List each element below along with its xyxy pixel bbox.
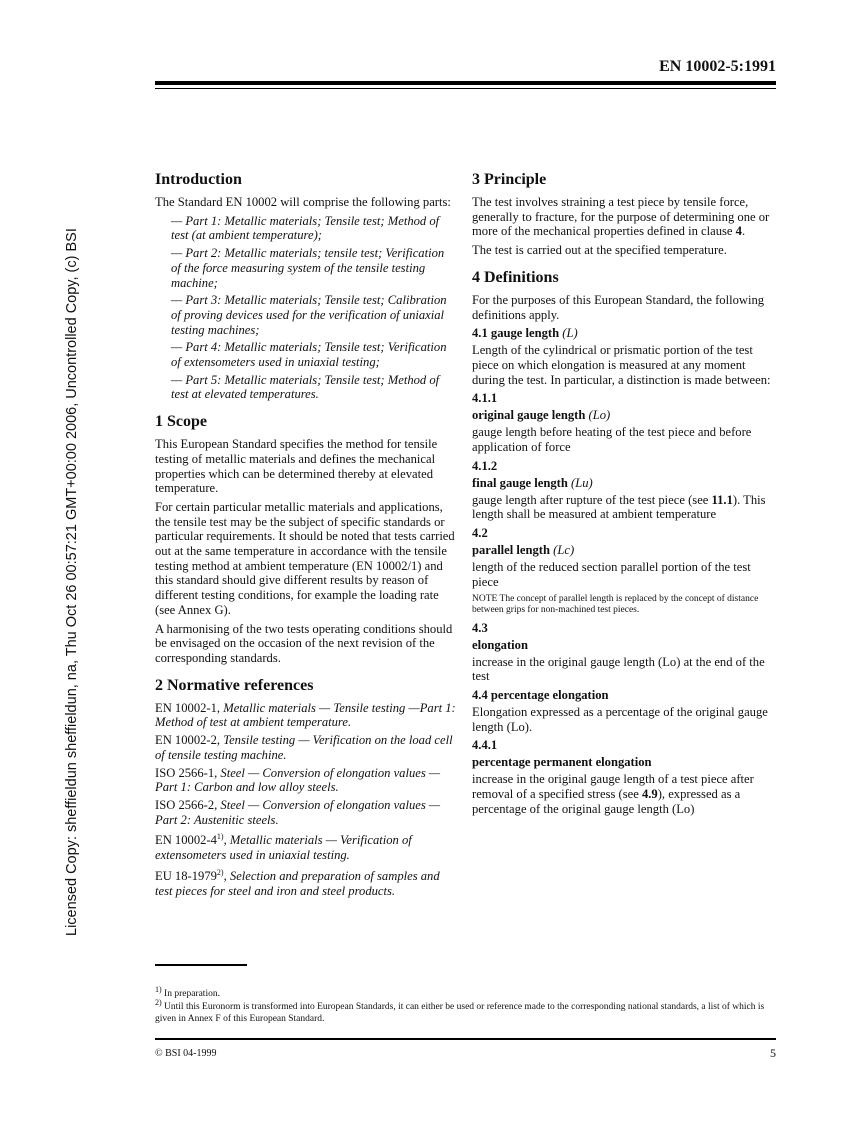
definition-4-4-1-heading: percentage permanent elongation (472, 755, 652, 770)
definition-text: Elongation expressed as a percentage of the original gauge length (Lo). (472, 704, 768, 734)
introduction-lead: The Standard EN 10002 will comprise the following parts: (155, 195, 451, 209)
document-code: EN 10002-5:1991 (659, 58, 776, 75)
reference-item: EN 10002-1, Metallic materials — Tensile testing —Part 1: Method of test at ambient temperature. (155, 700, 456, 730)
definition-4-1-heading: 4.1 gauge length (L) (472, 326, 578, 341)
footnote-marker: 2) (216, 867, 224, 877)
footnote-2: $^{2)}$ Until this Euronorm is transformed into European Standards, it can either be used or reference made to the corresponding national standards, a list of which is given in Annex F of this European Standard. (155, 998, 765, 1025)
definition-text: gauge length before heating of the test piece and before application of force (472, 425, 752, 455)
definition-note: NOTE The concept of parallel length is replaced by the concept of distance between grips for non-machined test pieces. (472, 593, 759, 615)
copyright-notice: © BSI 04-1999 (155, 1048, 217, 1059)
reference-item: ISO 2566-2, Steel — Conversion of elongation values — Part 2: Austenitic steels. (155, 797, 441, 827)
scope-paragraph: For certain particular metallic materials and applications, the tensile test may be the subject of specific standards or particular requirements. It should be noted that tests carried out at the same temperature in accordance with the tensile testing method at ambient temperature (EN 10002/1) and this standard should give different results by reason of different testing conditions, for example the loading rate (see Annex G). (155, 499, 455, 617)
reference-item: EN 10002-4$^{1)}$, Metallic materials — Verification of extensometers used in uniaxial testing. (155, 832, 412, 863)
part-list-item: — Part 1: Metallic materials; Tensile test; Method of test (at ambient temperature); (171, 213, 440, 243)
footnote-separator (155, 964, 247, 966)
definition-number: 4.4.1 (472, 738, 498, 753)
definition-text: increase in the original gauge length (Lo) at the end of the test (472, 654, 765, 684)
reference-item: EN 10002-2, Tensile testing — Verification on the load cell of tensile testing machine. (155, 733, 453, 762)
header-rule-thick (155, 81, 776, 85)
definition-text: increase in the original gauge length of a test piece after removal of a specified stress (see 4.9), expressed as a percentage of the original gauge length (Lo) (472, 772, 754, 816)
principle-paragraph: The test is carried out at the specified temperature. (472, 243, 727, 258)
footnote-1: $^{1)}$ In preparation. (155, 985, 220, 1000)
normative-references-heading: 2 Normative references (155, 676, 314, 694)
left-column (155, 170, 457, 902)
part-list-item: — Part 4: Metallic materials; Tensile test; Verification of extensometers used in uniaxial testing; (171, 340, 447, 370)
scope-paragraph: A harmonising of the two tests operating conditions should be envisaged on the occasion of the next revision of the corresponding standards. (155, 621, 453, 665)
definition-text: length of the reduced section parallel portion of the test piece (472, 560, 751, 589)
definition-number: 4.1.2 (472, 458, 498, 473)
reference-item: ISO 2566-1, Steel — Conversion of elongation values — Part 1: Carbon and low alloy steels. (155, 765, 441, 795)
definition-number: 4.2 (472, 526, 488, 541)
definition-text: Length of the cylindrical or prismatic portion of the test piece on which elongation is measured at any moment during the test. In particular, a distinction is made between: (472, 343, 771, 387)
header-rule-thin (155, 88, 776, 89)
scope-paragraph: This European Standard specifies the method for tensile testing of metallic materials and defines the mechanical properties which can be determined thereby at elevated temperature. (155, 437, 438, 496)
definition-4-3-heading: elongation (472, 637, 528, 652)
right-column (472, 170, 777, 820)
reference-item: EU 18-1979$^{2)}$, Selection and preparation of samples and test pieces for steel and iron and steel products. (155, 867, 440, 898)
definition-number: 4.3 (472, 620, 488, 635)
definition-4-1-1-heading: original gauge length (Lo) (472, 408, 611, 423)
principle-paragraph: The test involves straining a test piece by tensile force, generally to fracture, for the purpose of determining one or more of the mechanical properties defined in clause 4. (472, 195, 770, 239)
part-list-item: — Part 5: Metallic materials; Tensile test; Method of test at elevated temperatures. (171, 372, 440, 402)
definition-number: 4.1.1 (472, 391, 498, 406)
page-number: 5 (770, 1046, 776, 1060)
definition-4-1-2-heading: final gauge length (Lu) (472, 475, 593, 490)
definition-4-4-heading: 4.4 percentage elongation (472, 687, 609, 702)
footnote-marker: 1) (216, 832, 224, 842)
footer-rule (155, 1038, 776, 1040)
license-watermark: Licensed Copy: sheffieldun sheffieldun, na, Thu Oct 26 00:57:21 GMT+00:00 2006, Uncontrolled Copy, (c) BSI (64, 228, 80, 936)
definitions-heading: 4 Definitions (472, 268, 559, 286)
definitions-intro: For the purposes of this European Standard, the following definitions apply. (472, 292, 765, 322)
part-list-item: — Part 3: Metallic materials; Tensile test; Calibration of proving devices used for the verification of uniaxial testing machines; (171, 293, 447, 337)
definition-text: gauge length after rupture of the test piece (see 11.1). This length shall be measured at ambient temperature (472, 492, 766, 522)
definition-4-2-heading: parallel length (Lc) (472, 543, 575, 558)
introduction-heading: Introduction (155, 171, 242, 188)
scope-heading: 1 Scope (155, 413, 207, 431)
part-list-item: — Part 2: Metallic materials; tensile test; Verification of the force measuring system of the tensile testing machine; (171, 246, 445, 290)
principle-heading: 3 Principle (472, 171, 547, 188)
